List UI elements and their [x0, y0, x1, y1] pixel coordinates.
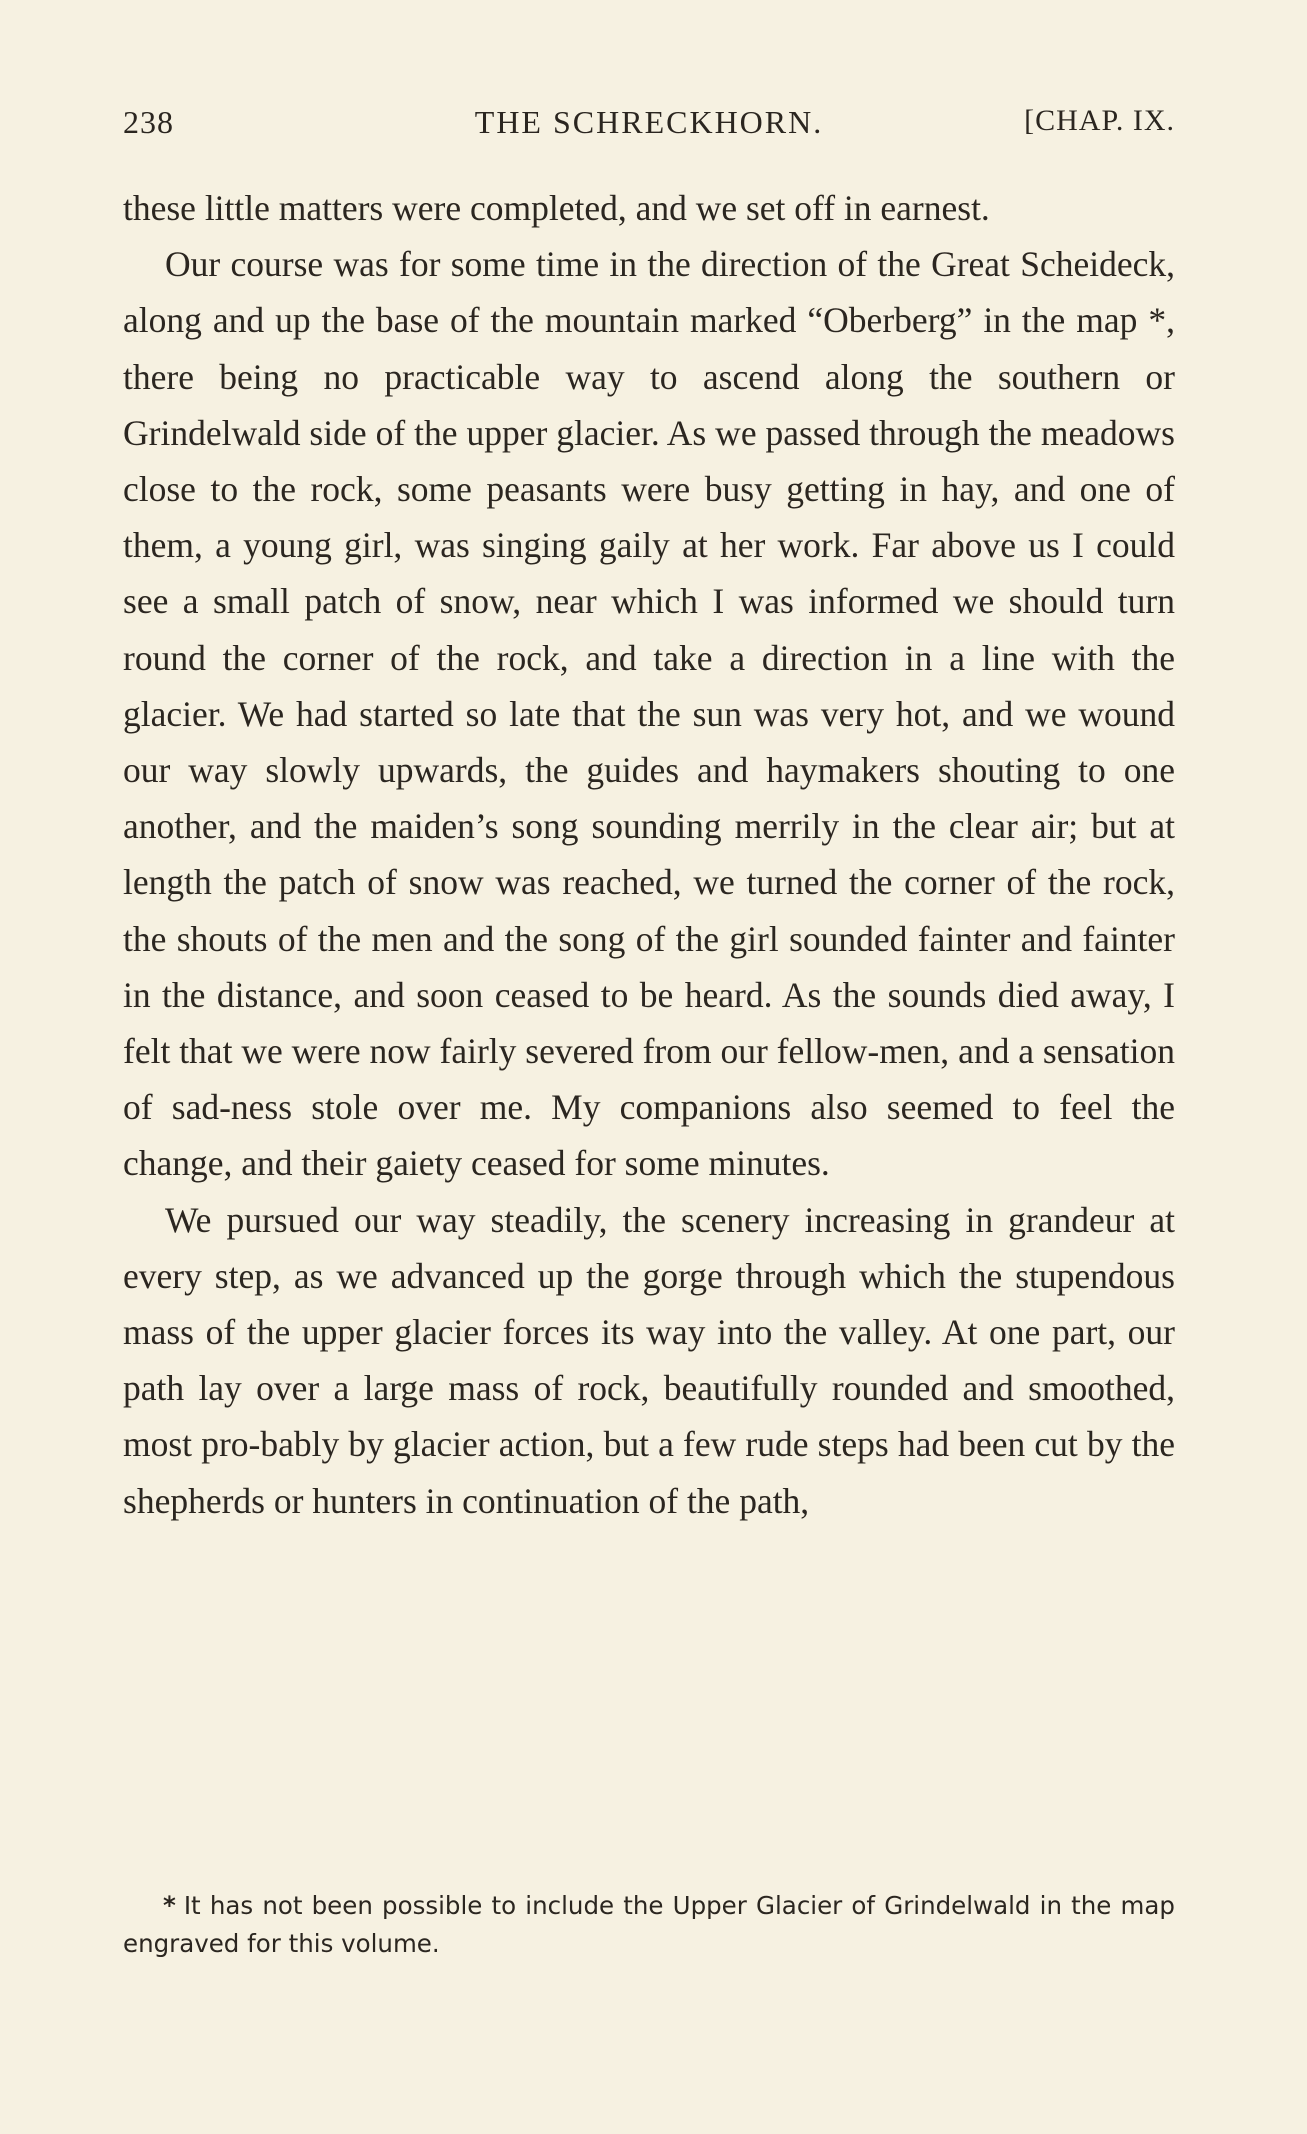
footnote-text: It has not been possible to include the Upper Glacier of Grindelwald in the map engraved for this volume.: [123, 1891, 1175, 1958]
chapter-label: [CHAP. IX.: [1024, 104, 1175, 137]
paragraph-3: We pursued our way steadily, the scenery increasing in grandeur at every step, as we advanced up the gorge through which the stupendous mass of the upper glacier forces its way into the valley. At one part, our path lay over a large mass of rock, beautifully rounded and smoothed, most pro-bably by glacier action, but a few rude steps had been cut by the shepherds or hunters in continuation of the path,: [123, 1199, 1175, 1521]
running-title: THE SCHRECKHORN.: [474, 104, 824, 140]
footnote: [123, 1887, 1175, 1963]
running-header: [123, 104, 1175, 148]
paragraph-1: these little matters were completed, and we set off in earnest.: [123, 188, 990, 228]
paragraph-2: Our course was for some time in the direction of the Great Scheideck, along and up the base of the mountain marked “Oberberg” in the map *, there being no practicable way to ascend along the southern or Grindelwald side of the upper glacier. As we passed through the meadows close to the rock, some peasants were busy getting in hay, and one of them, a young girl, was singing gaily at her work. Far above us I could see a small patch of snow, near which I was informed we should turn round the corner of the rock, and take a direction in a line with the glacier. We had started so late that the sun was very hot, and we wound our way slowly upwards, the guides and haymakers shouting to one another, and the maiden’s song sounding merrily in the clear air; but at length the patch of snow was reached, we turned the corner of the rock, the shouts of the men and the song of the girl sounded fainter and fainter in the distance, and soon ceased to be heard. As the sounds died away, I felt that we were now fairly severed from our fellow-men, and a sensation of sad-ness stole over me. My companions also seemed to feel the change, and their gaiety ceased for some minutes.: [123, 244, 1175, 1184]
footnote-mark: *: [163, 1891, 176, 1920]
body-text: [123, 180, 1175, 1529]
page-number: 238: [123, 104, 174, 140]
